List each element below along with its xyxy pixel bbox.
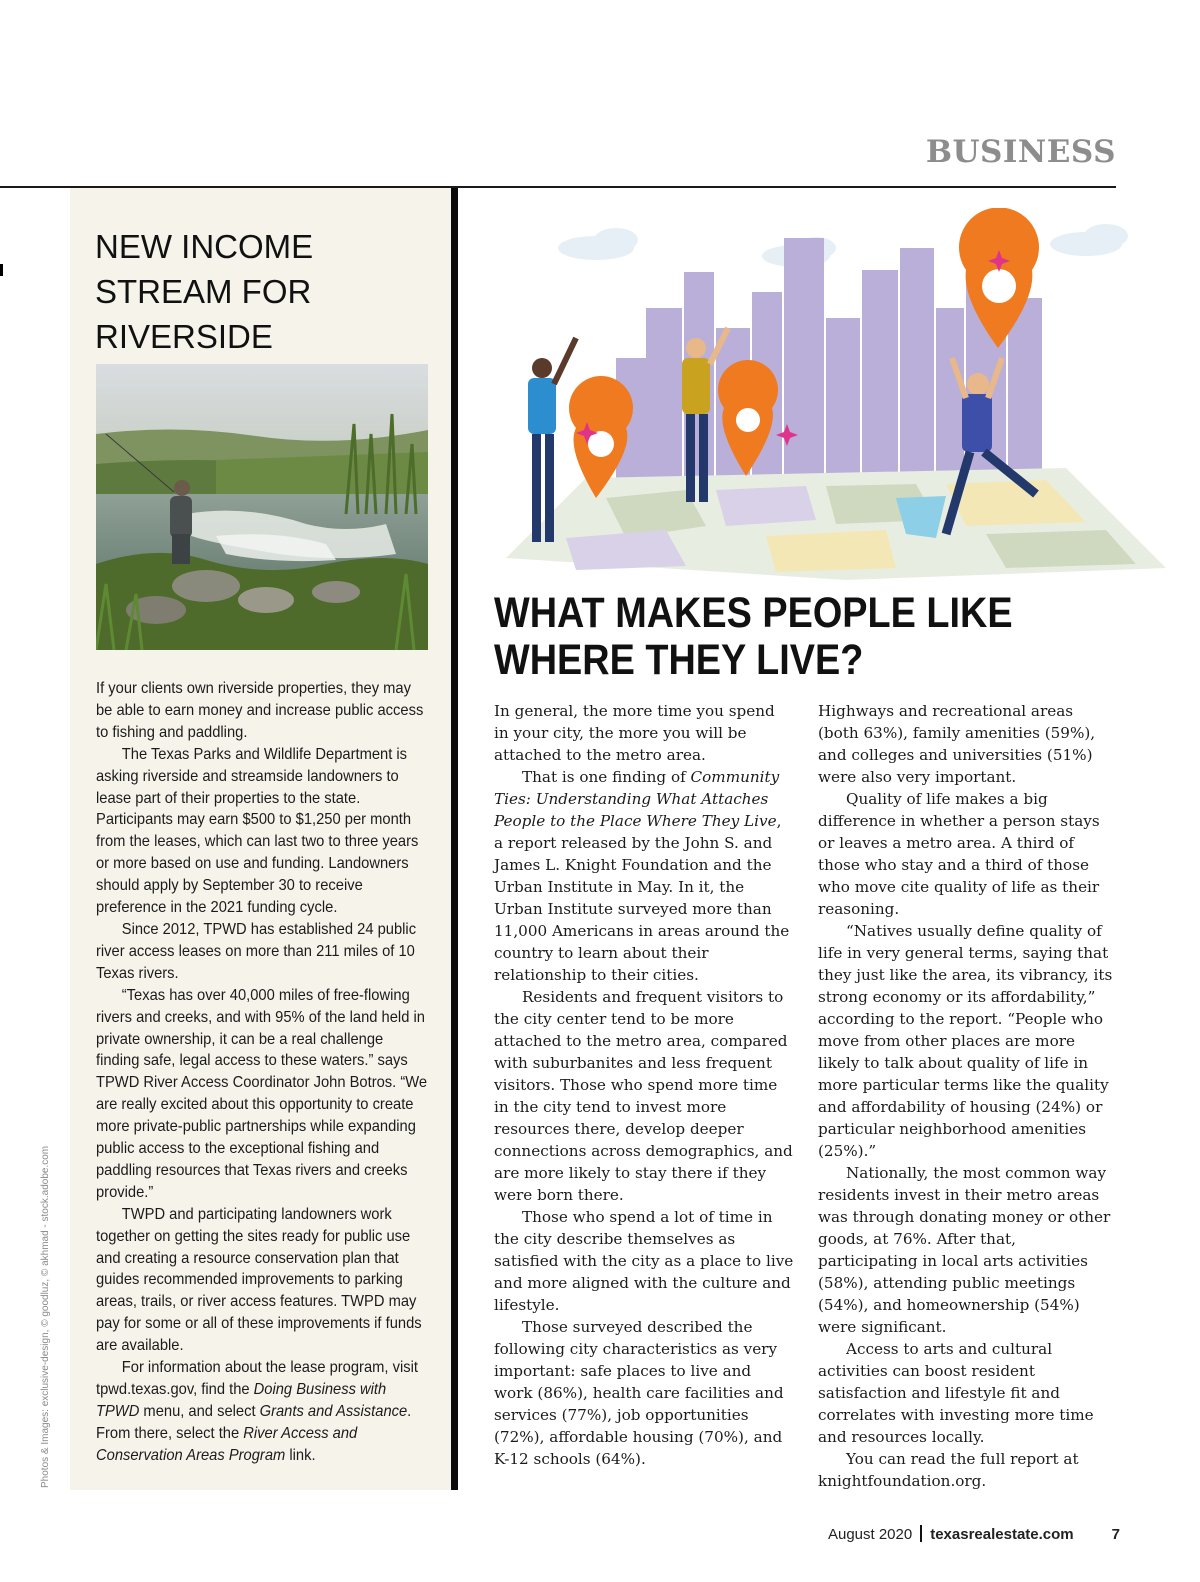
photo-credit: Photos & Images: exclusive-design, © goodluz, © akhmad - stock.adobe.com xyxy=(40,1145,51,1488)
sidebar-body xyxy=(96,678,428,1467)
emphasis: River Access and Conservation Areas Program xyxy=(96,1424,358,1464)
headline-line: WHAT MAKES PEOPLE LIKE xyxy=(494,589,1013,637)
sidebar-paragraph: Since 2012, TPWD has established 24 public river access leases on more than 211 miles of 10 Texas rivers. xyxy=(96,920,417,982)
margin-tick xyxy=(0,264,3,276)
city-map-illustration xyxy=(466,208,1178,596)
website-link[interactable]: texasrealestate.com xyxy=(930,1526,1074,1543)
article-paragraph: Highways and recreational areas (both 63%), family amenities (59%), and colleges and universities (51%) were also very important. xyxy=(818,702,1096,786)
article-paragraph: Residents and frequent visitors to the city center tend to be more attached to the metro area, compared with suburbanites and less frequent visitors. Those who spend more time in the city tend to invest more resources there, develop deeper connections across demographics, and are more likely to stay there if they were born there. xyxy=(494,988,793,1204)
text-run: That is one finding of xyxy=(522,768,691,786)
sidebar-paragraph-last xyxy=(96,1357,430,1467)
page-number: 7 xyxy=(1111,1526,1120,1543)
footer-divider xyxy=(920,1525,922,1542)
sidebar-paragraph: If your clients own riverside properties, they may be able to earn money and increase public access to fishing and paddling. xyxy=(96,680,424,741)
emphasis: Grants and Assistance xyxy=(259,1402,408,1420)
report-title: Community Ties: Understanding What Attaches People to the Place Where They Live xyxy=(494,768,780,830)
article-paragraph xyxy=(494,766,794,986)
article-paragraph: “Natives usually define quality of life in very general terms, saying that they just like the area, its vibrancy, its strong economy or its affordability,” according to the report. “People who move from other places are more likely to talk about quality of life in more particular terms like the quality and affordability of housing (24%) or particular neighborhood amenities (25%).” xyxy=(818,922,1113,1160)
page-footer xyxy=(760,1525,1120,1543)
article-paragraph: Nationally, the most common way residents invest in their metro areas was through donating money or other goods, at 76%. After that, participating in local arts activities (58%), attending public meetings (54%), and homeownership (54%) were significant. xyxy=(818,1164,1111,1336)
article-column-1 xyxy=(494,700,794,1470)
sidebar-paragraph: The Texas Parks and Wildlife Department is asking riverside and streamside landowners to lease part of their properties to the state. Participants may earn $500 to $1,250 per month from the leases, which can last two to three years or more based on use and funding. Landowners should apply by September 30 to receive preference in the 2021 funding cycle. xyxy=(96,745,419,917)
text-run: menu, and select xyxy=(139,1402,260,1420)
emphasis: Doing Business with TPWD xyxy=(96,1381,387,1420)
article-headline xyxy=(494,590,1048,684)
text-run: . From there, select the xyxy=(96,1402,412,1442)
sidebar-paragraph: “Texas has over 40,000 miles of free-flowing rivers and creeks, and with 95% of the land held in private ownership, it can be a real challenge finding safe, legal access to these waters.” says TPWD River Access Coordinator John Botros. “We are really excited about this opportunity to create more private-public partnerships while expanding public access to the exceptional fishing and paddling resources that Texas rivers and creeks provide.” xyxy=(96,986,428,1201)
text-run: , a report released by the John S. and James L. Knight Foundation and the Urban Institute in May. In it, the Urban Institute surveyed more than 11,000 Americans in areas around the country to learn about their relationship to their cities. xyxy=(494,812,790,984)
sidebar-title: NEW INCOME STREAM FOR RIVERSIDE xyxy=(95,228,314,355)
article-paragraph: You can read the full report at knightfoundation.org. xyxy=(818,1450,1079,1490)
column-divider xyxy=(451,188,458,1490)
article-paragraph: In general, the more time you spend in your city, the more you will be attached to the metro area. xyxy=(494,702,775,764)
section-label: BUSINESS xyxy=(925,134,1116,170)
article-paragraph: Quality of life makes a big difference in whether a person stays or leaves a metro area. A third of those who stay and a third of those who move cite quality of life as their reasoning. xyxy=(818,790,1100,918)
issue-date: August 2020 xyxy=(827,1526,913,1543)
article-paragraph: Those who spend a lot of time in the city describe themselves as satisfied with the city as a place to live and more aligned with the culture and lifestyle. xyxy=(494,1208,794,1314)
text-run: link. xyxy=(285,1446,316,1464)
sidebar-paragraph: TWPD and participating landowners work together on getting the sites ready for public use and creating a resource conservation plan that guides recommended improvements to parking areas, trails, or river access features. TWPD may pay for some or all of these improvements if funds are available. xyxy=(96,1205,422,1355)
fisherman-photo xyxy=(96,364,428,650)
article-column-2 xyxy=(818,700,1118,1492)
article-paragraph: Those surveyed described the following city characteristics as very important: safe places to live and work (86%), health care facilities and services (77%), job opportunities (72%), affordable housing (70%), and K-12 schools (64%). xyxy=(494,1318,784,1468)
text-run: For information about the lease program, visit tpwd.texas.gov, find the xyxy=(96,1359,418,1398)
article-paragraph: Access to arts and cultural activities can boost resident satisfaction and lifestyle fit and correlates with investing more time and resources locally. xyxy=(818,1340,1094,1446)
headline-line: WHERE THEY LIVE? xyxy=(494,636,864,684)
